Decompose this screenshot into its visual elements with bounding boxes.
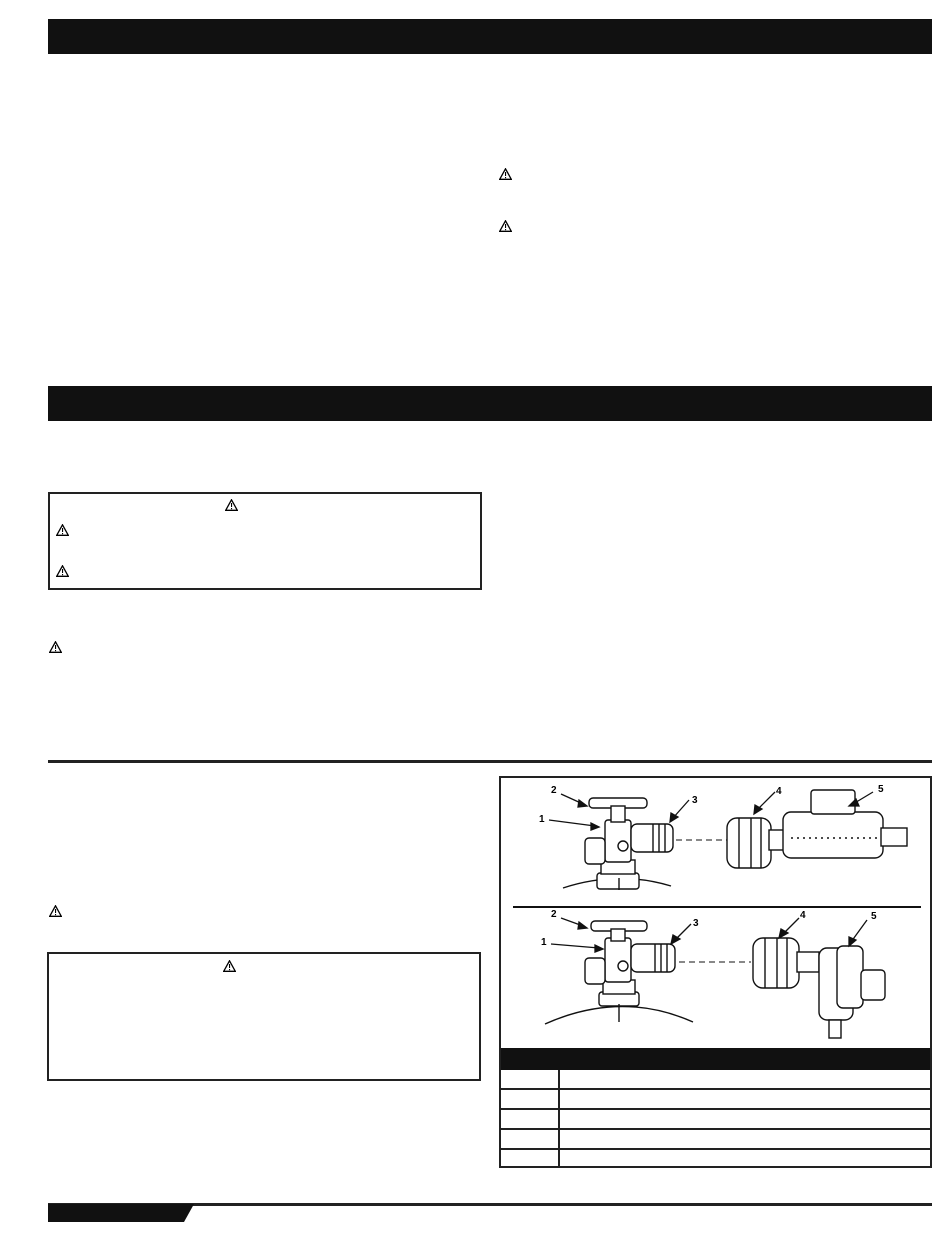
warning-triangle-icon (56, 565, 69, 577)
callout-1-top: 1 (539, 814, 545, 825)
callout-1-bottom: 1 (541, 937, 547, 948)
parts-table-col-divider (558, 1070, 560, 1166)
parts-table-body (501, 1070, 930, 1166)
warning-triangle-icon (499, 220, 512, 232)
callout-5-top: 5 (878, 784, 884, 795)
warning-triangle-icon (49, 905, 62, 917)
callout-4-bottom: 4 (800, 910, 806, 921)
table-row (501, 1108, 930, 1110)
callout-4-top: 4 (776, 786, 782, 797)
footer-tab (48, 1204, 194, 1222)
warning-triangle-icon (499, 168, 512, 180)
callout-5-bottom: 5 (871, 911, 877, 922)
section-header-band-1 (48, 19, 932, 54)
warning-triangle-icon (49, 641, 62, 653)
parts-table-header (501, 1048, 930, 1070)
callout-2-top: 2 (551, 785, 557, 796)
warning-triangle-icon (223, 960, 236, 972)
table-row (501, 1128, 930, 1130)
table-row (501, 1088, 930, 1090)
callout-3-top: 3 (692, 795, 698, 806)
warning-box-2 (47, 952, 481, 1081)
section-divider (48, 760, 932, 763)
warning-triangle-icon (56, 524, 69, 536)
table-row (501, 1148, 930, 1150)
warning-triangle-icon (225, 499, 238, 511)
callout-3-bottom: 3 (693, 918, 699, 929)
warning-box-1 (48, 492, 482, 590)
callout-leader-lines (499, 776, 932, 1046)
callout-2-bottom: 2 (551, 909, 557, 920)
section-header-band-2 (48, 386, 932, 421)
